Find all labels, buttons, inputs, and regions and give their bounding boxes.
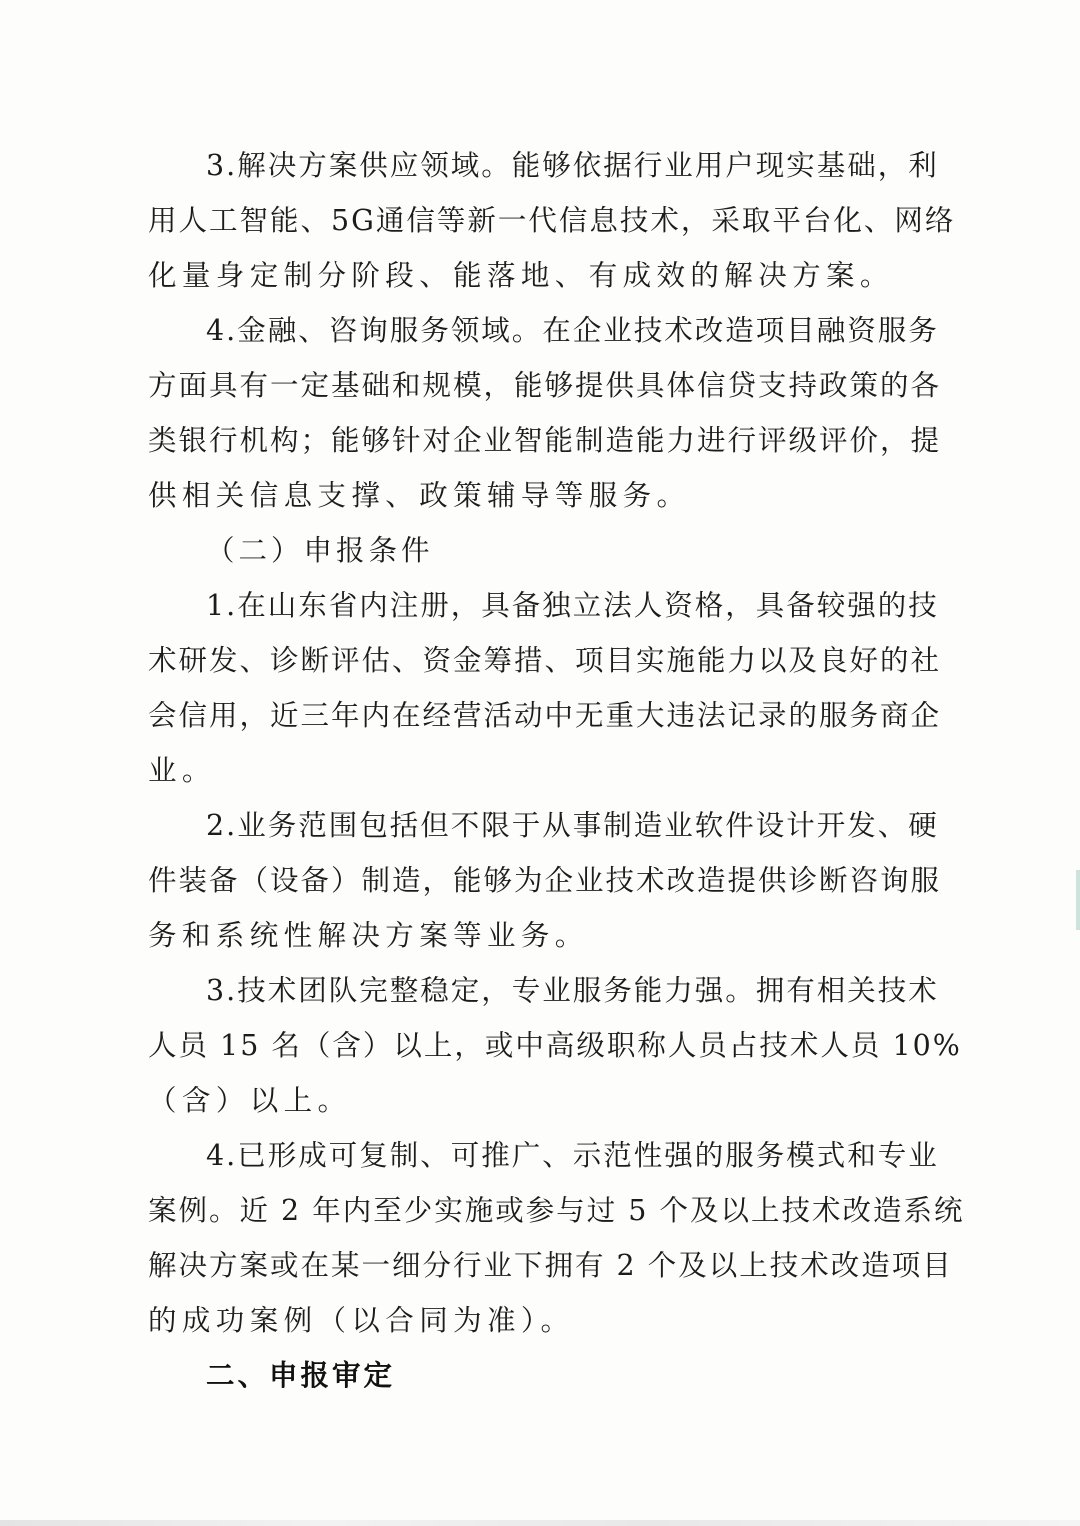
paragraph-line: 务和系统性解决方案等业务。 [148, 919, 589, 952]
paragraph-line: 4.已形成可复制、可推广、示范性强的服务模式和专业 [206, 1139, 939, 1172]
paragraph-line: 类银行机构；能够针对企业智能制造能力进行评级评价，提 [148, 424, 942, 457]
paragraph-line: 用人工智能、5G通信等新一代信息技术，采取平台化、网络 [148, 204, 956, 237]
paragraph-line: 供相关信息支撑、政策辅导等服务。 [148, 479, 691, 512]
paragraph-line: 会信用，近三年内在经营活动中无重大违法记录的服务商企 [148, 699, 942, 732]
paragraph-line: 3.技术团队完整稳定，专业服务能力强。拥有相关技术 [206, 974, 939, 1007]
paragraph-line: 1.在山东省内注册，具备独立法人资格，具备较强的技 [206, 589, 939, 622]
paragraph-line: 3.解决方案供应领域。能够依据行业用户现实基础，利 [206, 149, 939, 182]
section-heading: 二、申报审定 [206, 1359, 396, 1392]
paragraph-line: 案例。近 2 年内至少实施或参与过 5 个及以上技术改造系统 [148, 1194, 965, 1227]
paragraph-line: （含）以上。 [148, 1084, 352, 1117]
paragraph-line: 方面具有一定基础和规模，能够提供具体信贷支持政策的各 [148, 369, 942, 402]
paragraph-line: 人员 15 名（含）以上，或中高级职称人员占技术人员 10% [148, 1029, 962, 1062]
scan-bottom-edge [0, 1520, 1080, 1526]
paragraph-line: 业。 [148, 754, 216, 787]
scan-edge-mark [1076, 870, 1080, 930]
paragraph-line: 术研发、诊断评估、资金筹措、项目实施能力以及良好的社 [148, 644, 942, 677]
paragraph-line: 件装备（设备）制造，能够为企业技术改造提供诊断咨询服 [148, 864, 942, 897]
paragraph-line: 解决方案或在某一细分行业下拥有 2 个及以上技术改造项目 [148, 1249, 953, 1282]
subsection-heading: （二）申报条件 [206, 534, 434, 567]
paragraph-line: 4.金融、咨询服务领域。在企业技术改造项目融资服务 [206, 314, 939, 347]
paragraph-line: 化量身定制分阶段、能落地、有成效的解决方案。 [148, 259, 894, 292]
paragraph-line: 2.业务范围包括但不限于从事制造业软件设计开发、硬 [206, 809, 939, 842]
paragraph-line: 的成功案例（以合同为准）。 [148, 1304, 575, 1337]
